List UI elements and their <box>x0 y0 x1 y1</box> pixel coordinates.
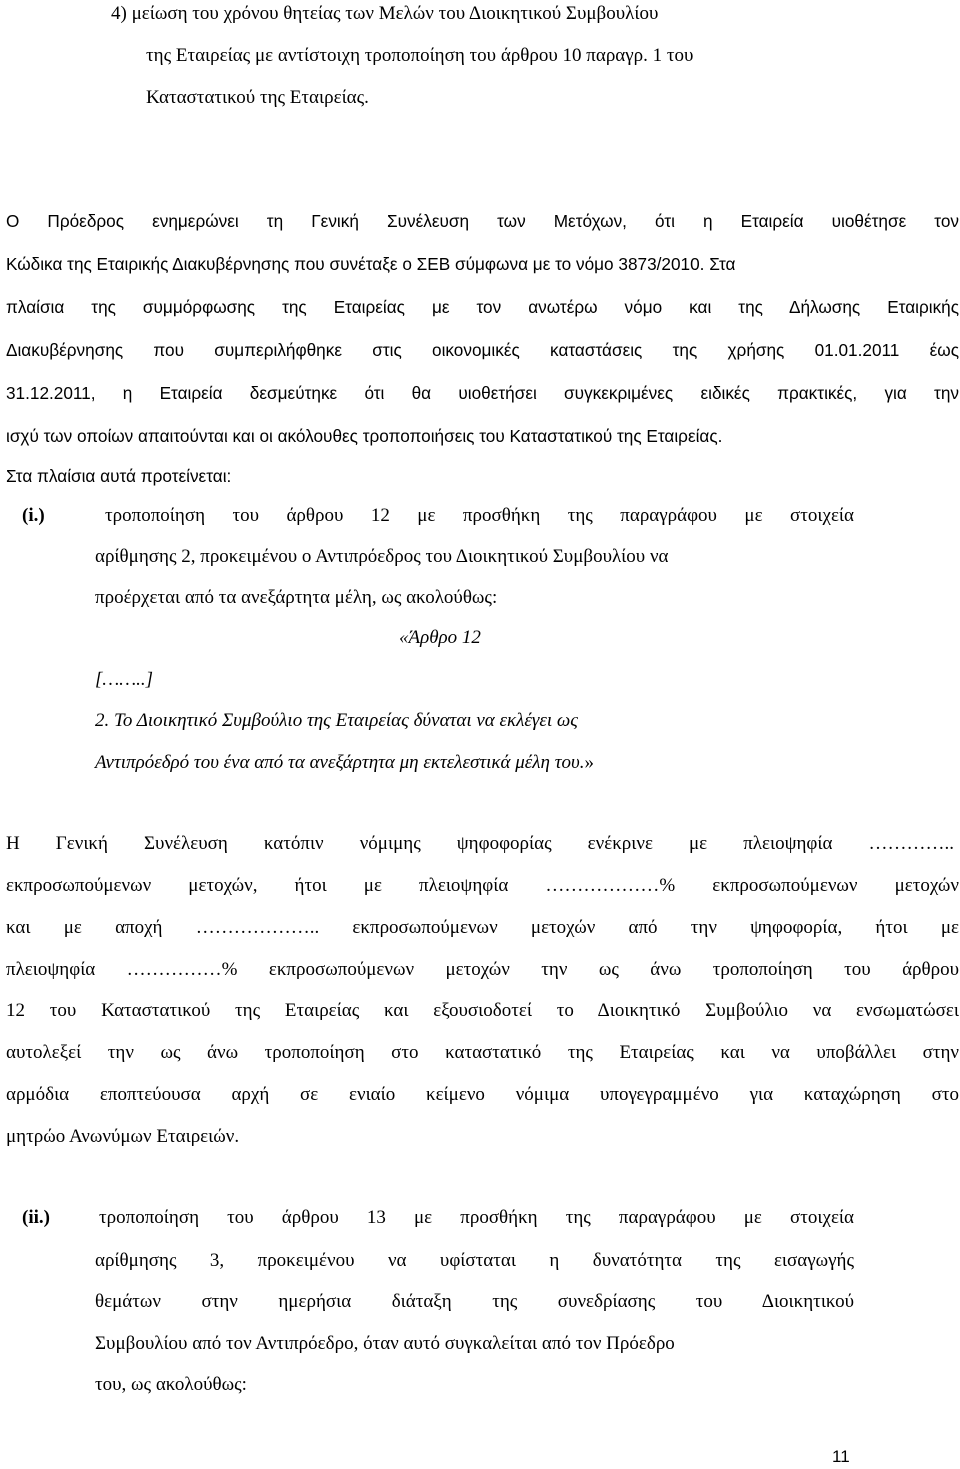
item-ii-line-4: Συμβουλίου από τον Αντιπρόεδρο, όταν αυτό συγκαλείται από τον Πρόεδρο <box>95 1333 675 1354</box>
item-ii-label: (ii.) <box>22 1207 50 1228</box>
item-i-label: (i.) <box>22 505 45 526</box>
para1-line-4: Διακυβέρνησης που συμπεριλήφθηκε στις οικονομικές καταστάσεις της χρήσης 01.01.2011 έως <box>6 340 959 360</box>
item-ii-line-5: του, ως ακολούθως: <box>95 1374 247 1395</box>
item-i-article-heading: «Άρθρο 12 <box>399 627 481 648</box>
item-i-quote-close: » <box>584 752 594 773</box>
para2-line-1: Η Γενική Συνέλευση κατόπιν νόμιμης ψηφοφορίας ενέκρινε με πλειοψηφία ………….. <box>6 833 954 854</box>
para1-line-1: Ο Πρόεδρος ενημερώνει τη Γενική Συνέλευση των Μετόχων, ότι η Εταιρεία υιοθέτησε τον <box>6 211 959 231</box>
para2-line-6: αυτολεξεί την ως άνω τροποποίηση στο καταστατικό της Εταιρείας και να υποβάλλει στην <box>6 1042 959 1063</box>
para2-line-4: πλειοψηφία ……………% εκπροσωπούμενων μετοχών την ως άνω τροποποίηση του άρθρου <box>6 959 959 980</box>
para2-line-7: αρμόδια εποπτεύουσα αρχή σε ενιαίο κείμενο νόμιμα υπογεγραμμένο για καταχώρηση στο <box>6 1084 959 1105</box>
item-i-ellipsis: [……..] <box>95 669 154 690</box>
para2-line-5: 12 του Καταστατικού της Εταιρείας και εξουσιοδοτεί το Διοικητικό Συμβούλιο να ενσωματώσει <box>6 1000 959 1021</box>
item-i-quote-line-2 <box>95 752 594 774</box>
item-ii-line-2: αρίθμησης 3, προκειμένου να υφίσταται η δυνατότητα της εισαγωγής <box>95 1250 854 1271</box>
para2-line-8: μητρώο Ανωνύμων Εταιρειών. <box>6 1126 240 1147</box>
page-number: 11 <box>832 1447 850 1466</box>
item4-line-3: Καταστατικού της Εταιρείας. <box>146 87 369 108</box>
para2-line-2: εκπροσωπούμενων μετοχών, ήτοι με πλειοψηφία ………………% εκπροσωπούμενων μετοχών <box>6 875 959 896</box>
item-i-quote-line-1: 2. Το Διοικητικό Συμβούλιο της Εταιρείας δύναται να εκλέγει ως <box>95 710 578 731</box>
item-ii-line-1: τροποποίηση του άρθρου 13 με προσθήκη της παραγράφου με στοιχεία <box>99 1207 854 1228</box>
para1-line-6: ισχύ των οποίων απαιτούνται και οι ακόλουθες τροποποιήσεις του Καταστατικού της Εταιρείας. <box>6 426 723 446</box>
para1-line-5: 31.12.2011, η Εταιρεία δεσμεύτηκε ότι θα υιοθετήσει συγκεκριμένες ειδικές πρακτικές, για την <box>6 383 959 403</box>
item-i-quote-text: Αντιπρόεδρό του ένα από τα ανεξάρτητα μη εκτελεστικά μέλη του. <box>95 752 585 773</box>
item-i-line-3: προέρχεται από τα ανεξάρτητα μέλη, ως ακολούθως: <box>95 587 498 608</box>
item-i-line-1: τροποποίηση του άρθρου 12 με προσθήκη της παραγράφου με στοιχεία <box>105 505 854 526</box>
para2-line-3: και με αποχή ……………….. εκπροσωπούμενων μετοχών από την ψηφοφορία, ήτοι με <box>6 917 959 938</box>
para1-line-3: πλαίσια της συμμόρφωσης της Εταιρείας με τον ανωτέρω νόμο και της Δήλωσης Εταιρικής <box>6 297 959 317</box>
item-i-line-2: αρίθμησης 2, προκειμένου ο Αντιπρόεδρος του Διοικητικού Συμβουλίου να <box>95 546 669 567</box>
item4-line-1: 4) μείωση του χρόνου θητείας των Μελών του Διοικητικού Συμβουλίου <box>111 3 659 24</box>
para1-line-7: Στα πλαίσια αυτά προτείνεται: <box>6 466 232 486</box>
item4-line-2: της Εταιρείας με αντίστοιχη τροποποίηση του άρθρου 10 παραγρ. 1 του <box>146 45 694 66</box>
item-ii-line-3: θεμάτων στην ημερήσια διάταξη της συνεδρίασης του Διοικητικού <box>95 1291 854 1312</box>
para1-line-2: Κώδικα της Εταιρικής Διακυβέρνησης που συνέταξε ο ΣΕΒ σύμφωνα με το νόμο 3873/2010. Στα <box>6 254 736 274</box>
